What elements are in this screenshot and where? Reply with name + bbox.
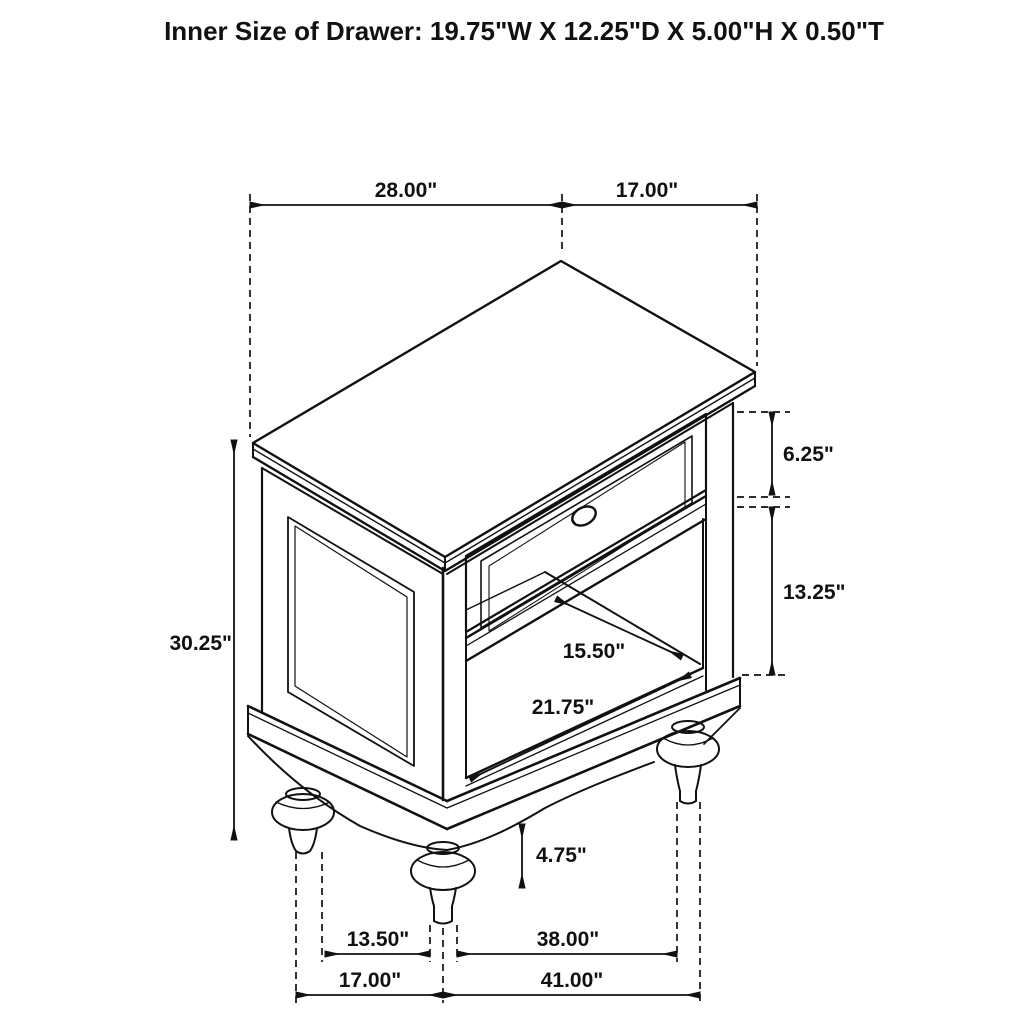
extension-lines xyxy=(250,194,790,675)
left-side-panel xyxy=(262,468,443,800)
dimension-overall-height xyxy=(169,440,234,840)
dimension-label-overall-height: 30.25" xyxy=(169,632,232,655)
center-foot xyxy=(411,842,475,924)
dimension-feet-inner-width xyxy=(457,928,677,954)
dimension-label-base-depth: 17.00" xyxy=(338,969,402,992)
dimension-shelf-width xyxy=(470,675,690,779)
apron xyxy=(248,708,740,850)
dimension-label-shelf-width: 21.75" xyxy=(531,696,595,719)
dimension-opening-height xyxy=(772,507,846,675)
left-foot xyxy=(272,788,334,854)
dimension-top-width xyxy=(250,179,562,205)
mid-rail xyxy=(466,496,706,661)
dimension-label-feet-inner-width: 38.00" xyxy=(536,928,600,951)
dimension-base-width xyxy=(443,969,700,995)
dimension-label-foot-height: 4.75" xyxy=(536,844,587,867)
diagram-title: Inner Size of Drawer: 19.75"W X 12.25"D X 5.00"H X 0.50"T xyxy=(164,16,884,46)
dimension-label-top-depth: 17.00" xyxy=(615,179,679,202)
nightstand-drawing xyxy=(248,261,755,1003)
dimension-label-base-width: 41.00" xyxy=(540,969,604,992)
dimension-top-depth xyxy=(562,179,757,205)
base-molding xyxy=(248,678,740,829)
dimension-shelf-depth xyxy=(556,599,682,663)
front-right-post xyxy=(706,403,733,690)
dimension-label-drawer-height: 6.25" xyxy=(783,443,834,466)
right-foot xyxy=(657,721,719,804)
dimension-foot-height xyxy=(522,824,587,888)
dimension-label-feet-inner-depth: 13.50" xyxy=(346,928,410,951)
dimension-annotations xyxy=(169,179,845,995)
dimension-label-top-width: 28.00" xyxy=(374,179,438,202)
dimension-base-depth xyxy=(296,969,443,995)
dimension-feet-inner-depth xyxy=(325,928,430,954)
dimension-label-shelf-depth: 15.50" xyxy=(562,640,626,663)
tabletop xyxy=(253,261,755,571)
dimension-drawer-height xyxy=(772,412,834,495)
dimension-label-opening-height: 13.25" xyxy=(783,581,846,604)
